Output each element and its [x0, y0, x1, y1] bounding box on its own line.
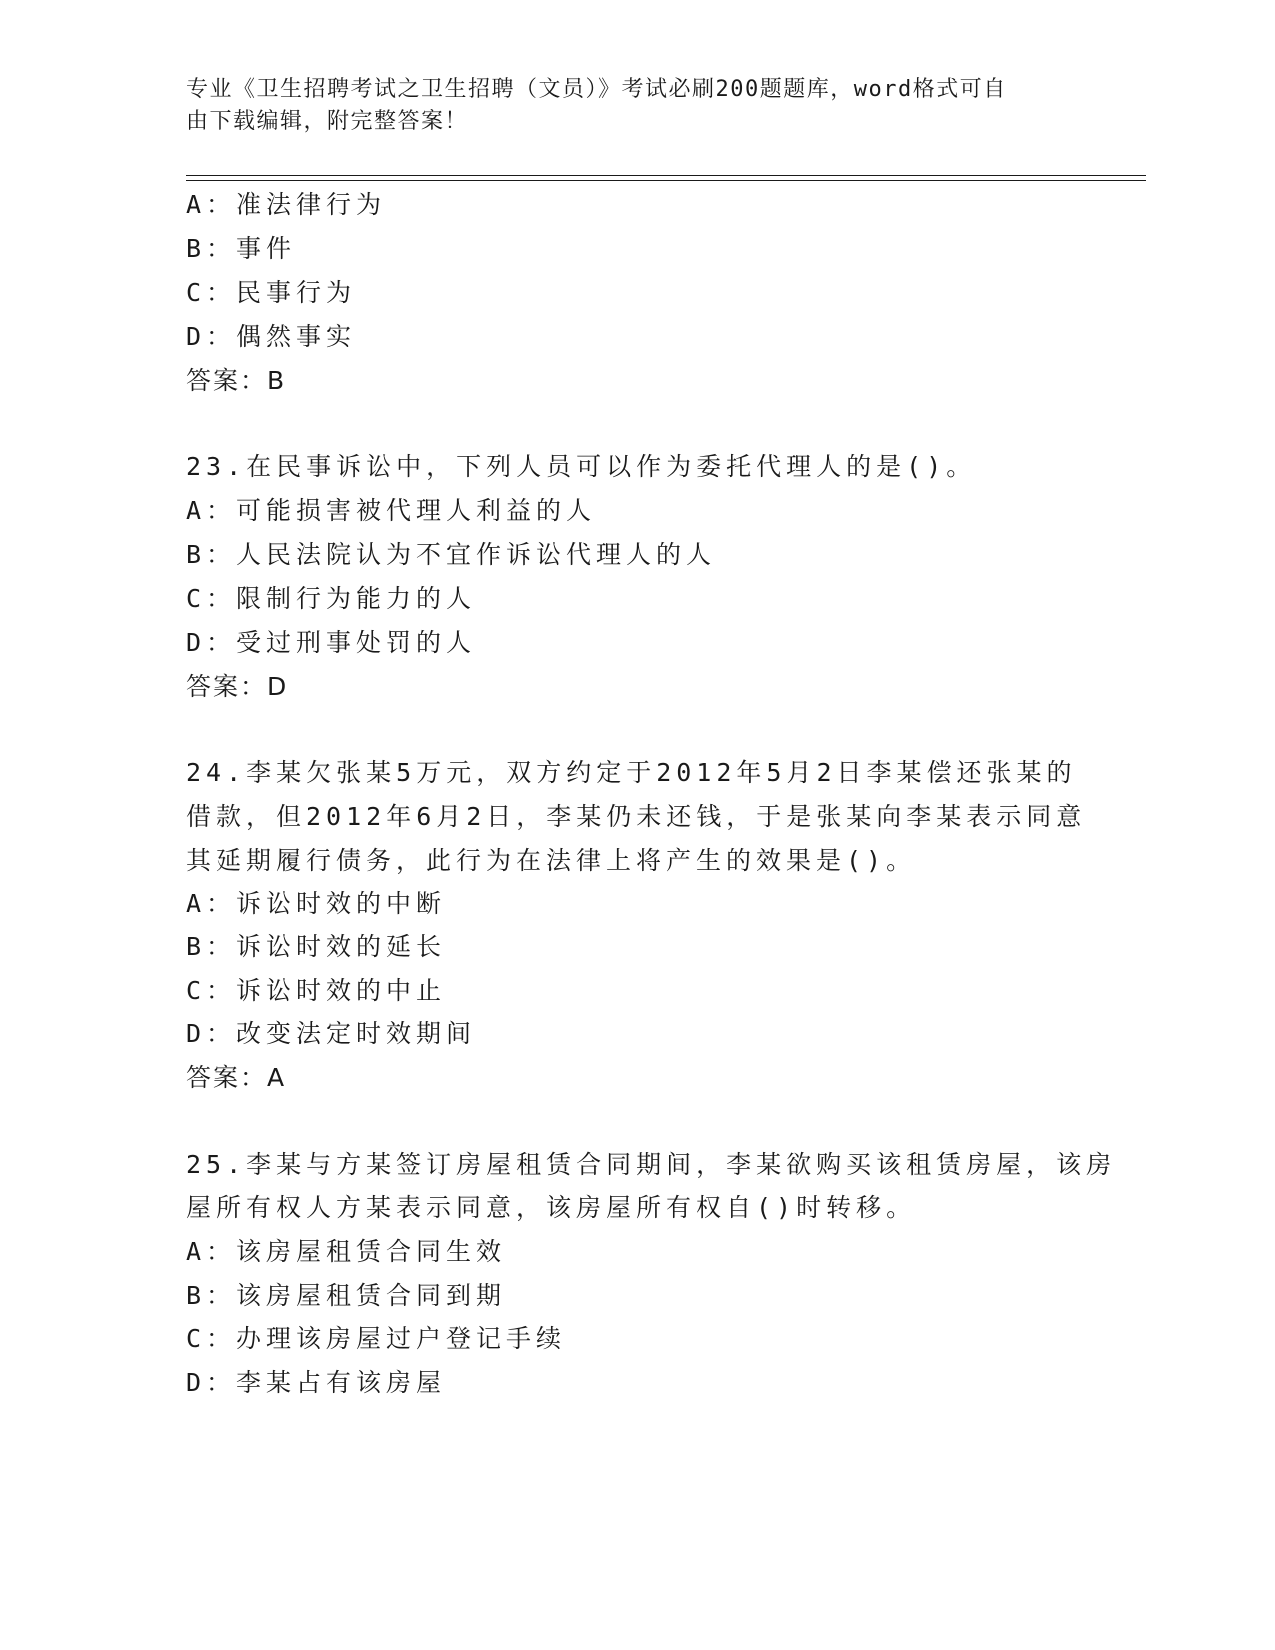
q23-option-d: D：受过刑事处罚的人	[186, 628, 477, 657]
q23-option-a: A：可能损害被代理人利益的人	[186, 496, 597, 525]
q25-stem-line-1: 25.李某与方某签订房屋租赁合同期间，李某欲购买该租赁房屋，该房	[186, 1150, 1117, 1179]
document-header	[186, 74, 1066, 138]
q24-stem-line-2: 借款，但2012年6月2日，李某仍未还钱，于是张某向李某表示同意	[186, 802, 1087, 831]
q25-stem-line-2: 屋所有权人方某表示同意，该房屋所有权自()时转移。	[186, 1193, 917, 1222]
prev-option-a: A：准法律行为	[186, 190, 387, 219]
header-divider-bottom	[186, 180, 1146, 181]
q25-option-c: C：办理该房屋过户登记手续	[186, 1324, 567, 1353]
q24-option-c: C：诉讼时效的中止	[186, 976, 447, 1005]
header-line-2: 由下载编辑，附完整答案！	[186, 109, 469, 134]
q24-stem-line-1: 24.李某欠张某5万元，双方约定于2012年5月2日李某偿还张某的	[186, 758, 1077, 787]
q25-option-b: B：该房屋租赁合同到期	[186, 1281, 507, 1310]
prev-option-c: C：民事行为	[186, 278, 357, 307]
header-divider-top	[186, 175, 1146, 176]
q24-stem-line-3: 其延期履行债务，此行为在法律上将产生的效果是()。	[186, 846, 917, 875]
q25-option-d: D：李某占有该房屋	[186, 1368, 447, 1397]
q25-option-a: A：该房屋租赁合同生效	[186, 1237, 507, 1266]
q24-option-a: A：诉讼时效的中断	[186, 889, 447, 918]
prev-answer: 答案：B	[186, 366, 287, 395]
q23-option-b: B：人民法院认为不宜作诉讼代理人的人	[186, 540, 717, 569]
prev-option-b: B：事件	[186, 234, 297, 263]
header-line-1: 专业《卫生招聘考试之卫生招聘（文员）》考试必刷200题题库，word格式可自	[186, 77, 1007, 102]
q23-option-c: C：限制行为能力的人	[186, 584, 477, 613]
q24-answer: 答案：A	[186, 1063, 287, 1092]
q23-answer: 答案：D	[186, 672, 289, 701]
q23-stem-line-1: 23.在民事诉讼中，下列人员可以作为委托代理人的是()。	[186, 452, 977, 481]
q24-option-d: D：改变法定时效期间	[186, 1019, 477, 1048]
prev-option-d: D：偶然事实	[186, 322, 357, 351]
q24-option-b: B：诉讼时效的延长	[186, 932, 447, 961]
